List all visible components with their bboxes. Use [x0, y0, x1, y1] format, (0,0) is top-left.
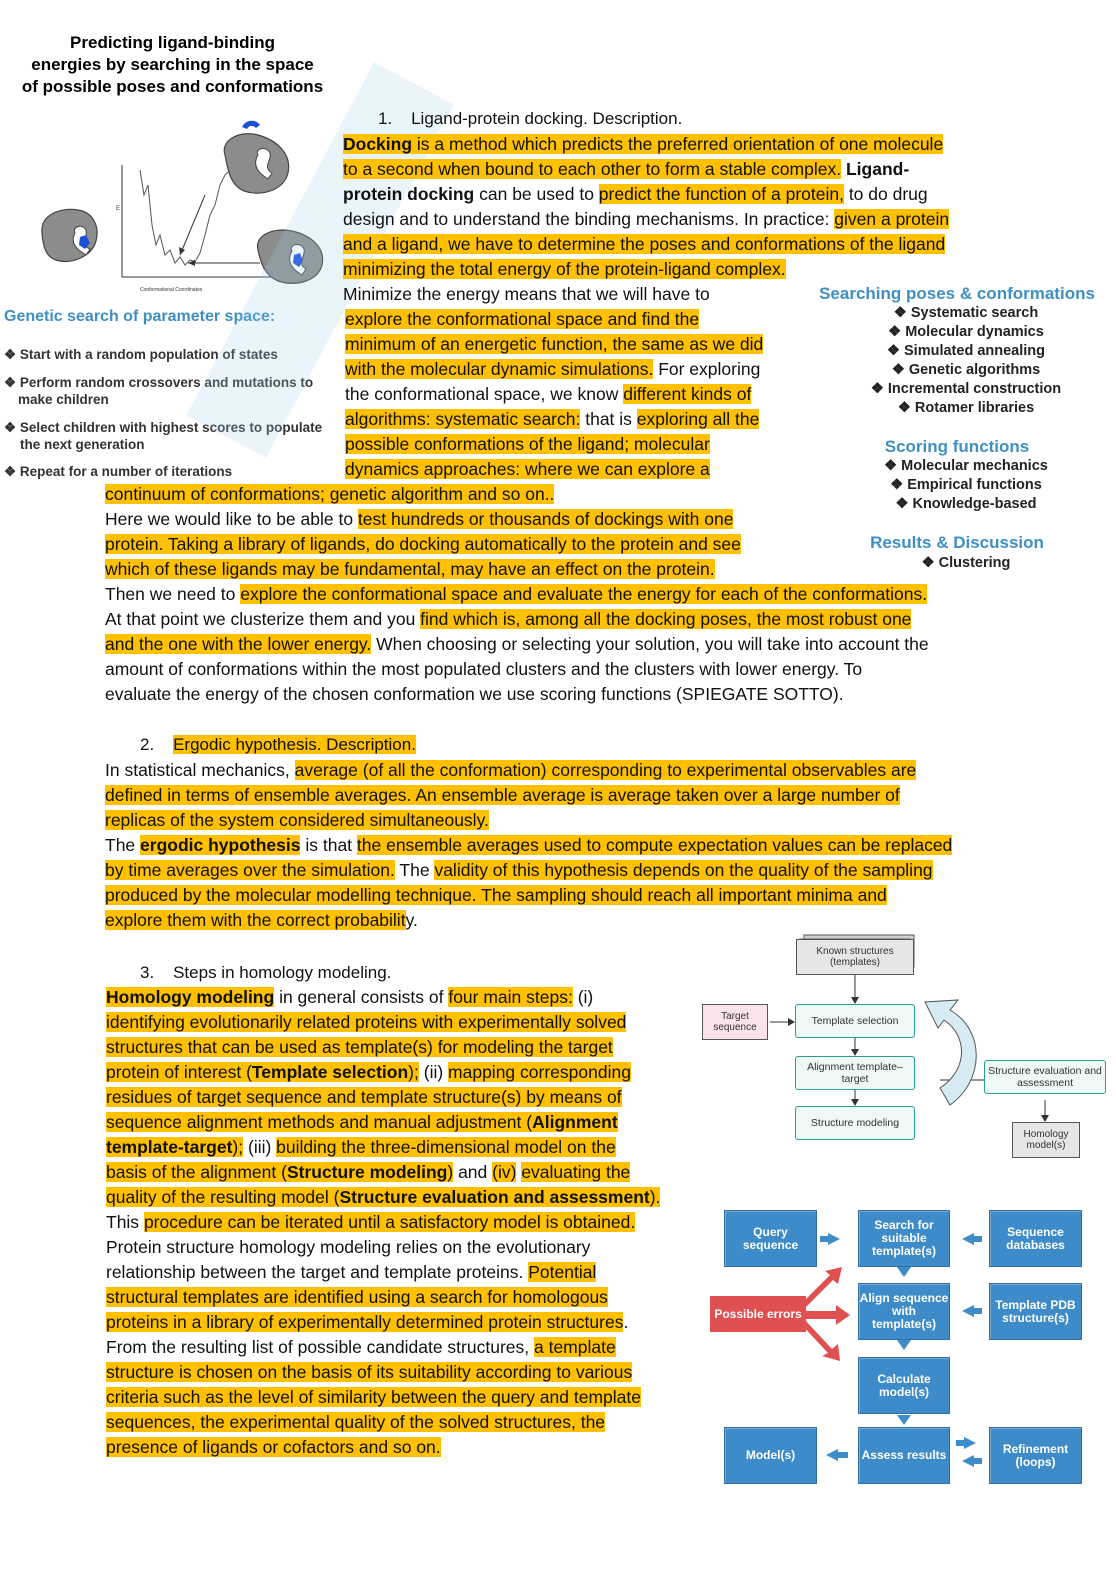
text-line: This procedure can be iterated until a satisfactory model is obtained.: [106, 1212, 636, 1232]
query-sequence-box: Query sequence: [724, 1210, 817, 1267]
text-line: sequences, the experimental quality of the solved structures, the: [106, 1412, 606, 1432]
section-1-heading: 1. Ligand-protein docking. Description.: [378, 109, 683, 128]
text-line: algorithms: systematic search: that is exploring all the: [345, 409, 760, 429]
text-line: relationship between the target and template proteins. Potential: [106, 1262, 597, 1282]
search-item: ❖ Rotamer libraries: [897, 400, 1035, 416]
text-line: The ergodic hypothesis is that the ensemble averages used to compute expectation values can be replaced: [105, 835, 953, 855]
search-item: ❖ Incremental construction: [870, 381, 1062, 397]
text-line: continuum of conformations; genetic algorithm and so on..: [105, 484, 555, 504]
text-line: minimizing the total energy of the protein-ligand complex.: [343, 259, 786, 279]
scoring-item: ❖ Knowledge-based: [895, 496, 1037, 512]
text-line: by time averages over the simulation. The validity of this hypothesis depends on the quality of the sampling: [105, 860, 933, 880]
text-line: Here we would like to be able to test hundreds or thousands of dockings with one: [105, 509, 734, 529]
svg-text:E: E: [116, 206, 121, 212]
template-selection-box: Template selection: [795, 1004, 915, 1038]
text-line: quality of the resulting model (Structure evaluation and assessment).: [106, 1187, 661, 1207]
results-title: Results & Discussion: [870, 533, 1044, 552]
structure-evaluation-box: Structure evaluation and assessment: [984, 1060, 1106, 1094]
text-line: protein of interest (Template selection); (ii) mapping corresponding: [106, 1062, 631, 1082]
assess-results-box: Assess results: [858, 1427, 950, 1484]
possible-errors-box: Possible errors: [710, 1296, 806, 1332]
text-line: replicas of the system considered simultaneously.: [105, 810, 489, 830]
text-line: minimum of an energetic function, the same as we did: [345, 334, 764, 354]
text-line: structural templates are identified using a search for homologous: [106, 1287, 608, 1307]
figure-title: [0, 32, 345, 98]
text-line: Minimize the energy means that we will have to: [343, 284, 710, 304]
text-line: identifying evolutionarily related proteins with experimentally solved: [106, 1012, 627, 1032]
text-line: In statistical mechanics, average (of all the conformation) corresponding to experimental observables are: [105, 760, 917, 780]
alignment-box: Alignment template–target: [795, 1056, 915, 1090]
search-template-box: Search for suitable template(s): [858, 1210, 950, 1267]
text-line: to a second when bound to each other to form a stable complex. Ligand-: [343, 159, 910, 179]
text-line: template-target); (iii) building the three-dimensional model on the: [106, 1137, 616, 1157]
text-line: defined in terms of ensemble averages. An ensemble average is average taken over a large number of: [105, 785, 900, 805]
search-item: ❖ Molecular dynamics: [888, 324, 1044, 340]
figure-title-line: Predicting ligand-binding: [70, 33, 275, 52]
text-line: residues of target sequence and template structure(s) by means of: [106, 1087, 622, 1107]
text-line: Homology modeling in general consists of four main steps: (i): [106, 987, 594, 1007]
text-line: the conformational space, we know different kinds of: [345, 384, 752, 404]
text-line: protein. Taking a library of ligands, do docking automatically to the protein and see: [105, 534, 741, 554]
text-line: proteins in a library of experimentally determined protein structures.: [106, 1312, 629, 1332]
section-3-heading: 3. Steps in homology modeling.: [140, 963, 392, 982]
text-line: amount of conformations within the most populated clusters and the clusters with lower energy. To: [105, 659, 863, 679]
structure-modeling-box: Structure modeling: [795, 1106, 915, 1140]
text-line: evaluate the energy of the chosen conformation we use scoring functions (SPIEGATE SOTTO).: [105, 684, 844, 704]
scoring-item: ❖ Empirical functions: [890, 477, 1042, 493]
ga-item: ❖ Repeat for a number of iterations: [4, 464, 233, 479]
template-pdb-box: Template PDB structure(s): [989, 1283, 1082, 1340]
text-line: presence of ligands or cofactors and so on.: [106, 1437, 441, 1457]
scoring-item: ❖ Molecular mechanics: [884, 458, 1048, 474]
search-item: ❖ Simulated annealing: [886, 343, 1046, 359]
ga-title: Genetic search of parameter space:: [4, 308, 276, 325]
graph-x-label: Conformational Coordinates: [140, 287, 203, 293]
text-line: sequence alignment methods and manual adjustment (Alignment: [106, 1112, 618, 1132]
ga-item-cont: the next generation: [20, 437, 145, 452]
text-line: explore them with the correct probability.: [105, 910, 418, 930]
text-line: basis of the alignment (Structure modeling) and (iv) evaluating the: [106, 1162, 631, 1182]
calculate-model-box: Calculate model(s): [858, 1357, 950, 1414]
sequence-databases-box: Sequence databases: [989, 1210, 1082, 1267]
text-line: At that point we clusterize them and you find which is, among all the docking poses, the most robust one: [105, 609, 912, 629]
align-sequence-box: Align sequence with template(s): [858, 1283, 950, 1340]
ga-item: ❖ Perform random crossovers and mutations to: [4, 375, 314, 390]
ga-item: ❖ Select children with highest scores to populate: [4, 420, 323, 435]
text-line: with the molecular dynamic simulations. For exploring: [345, 359, 761, 379]
text-line: protein docking can be used to predict the function of a protein, to do drug: [343, 184, 928, 204]
models-box: Model(s): [724, 1427, 817, 1484]
text-line: design and to understand the binding mechanisms. In practice: given a protein: [343, 209, 950, 229]
ga-item: ❖ Start with a random population of states: [4, 347, 278, 362]
docking-energy-illustration: [30, 115, 350, 300]
text-line: which of these ligands may be fundamental, may have an effect on the protein.: [105, 559, 715, 579]
homology-models-box: Homology model(s): [1012, 1122, 1080, 1158]
search-item: ❖ Systematic search: [893, 305, 1039, 321]
text-line: criteria such as the level of similarity between the query and template: [106, 1387, 641, 1407]
text-line: structure is chosen on the basis of its suitability according to various: [106, 1362, 633, 1382]
search-title: Searching poses & conformations: [819, 284, 1095, 303]
target-sequence-box: Target sequence: [702, 1004, 768, 1040]
text-line: Protein structure homology modeling relies on the evolutionary: [106, 1237, 591, 1257]
text-line: and the one with the lower energy. When choosing or selecting your solution, you will take into account the: [105, 634, 929, 654]
text-line: Docking is a method which predicts the preferred orientation of one molecule: [343, 134, 944, 154]
refinement-box: Refinement (loops): [989, 1427, 1082, 1484]
text-line: Then we need to explore the conformational space and evaluate the energy for each of the conformations.: [105, 584, 928, 604]
text-line: structures that can be used as template(s) for modeling the target: [106, 1037, 613, 1057]
text-line: and a ligand, we have to determine the poses and conformations of the ligand: [343, 234, 946, 254]
figure-title-line: of possible poses and conformations: [21, 77, 324, 96]
scoring-title: Scoring functions: [884, 437, 1030, 456]
results-item: ❖ Clustering: [921, 555, 1011, 571]
section-2-heading: 2. Ergodic hypothesis. Description.: [140, 735, 416, 754]
text-line: possible conformations of the ligand; molecular: [345, 434, 710, 454]
text-line: produced by the molecular modelling technique. The sampling should reach all important minima and: [105, 885, 887, 905]
known-structures-box: Known structures (templates): [796, 939, 914, 975]
text-line: dynamics approaches: where we can explore a: [345, 459, 710, 479]
search-item: ❖ Genetic algorithms: [891, 362, 1041, 378]
ga-item-cont: make children: [18, 392, 109, 407]
text-line: From the resulting list of possible candidate structures, a template: [106, 1337, 616, 1357]
figure-title-line: energies by searching in the space: [31, 55, 314, 74]
text-line: explore the conformational space and find the: [345, 309, 700, 329]
